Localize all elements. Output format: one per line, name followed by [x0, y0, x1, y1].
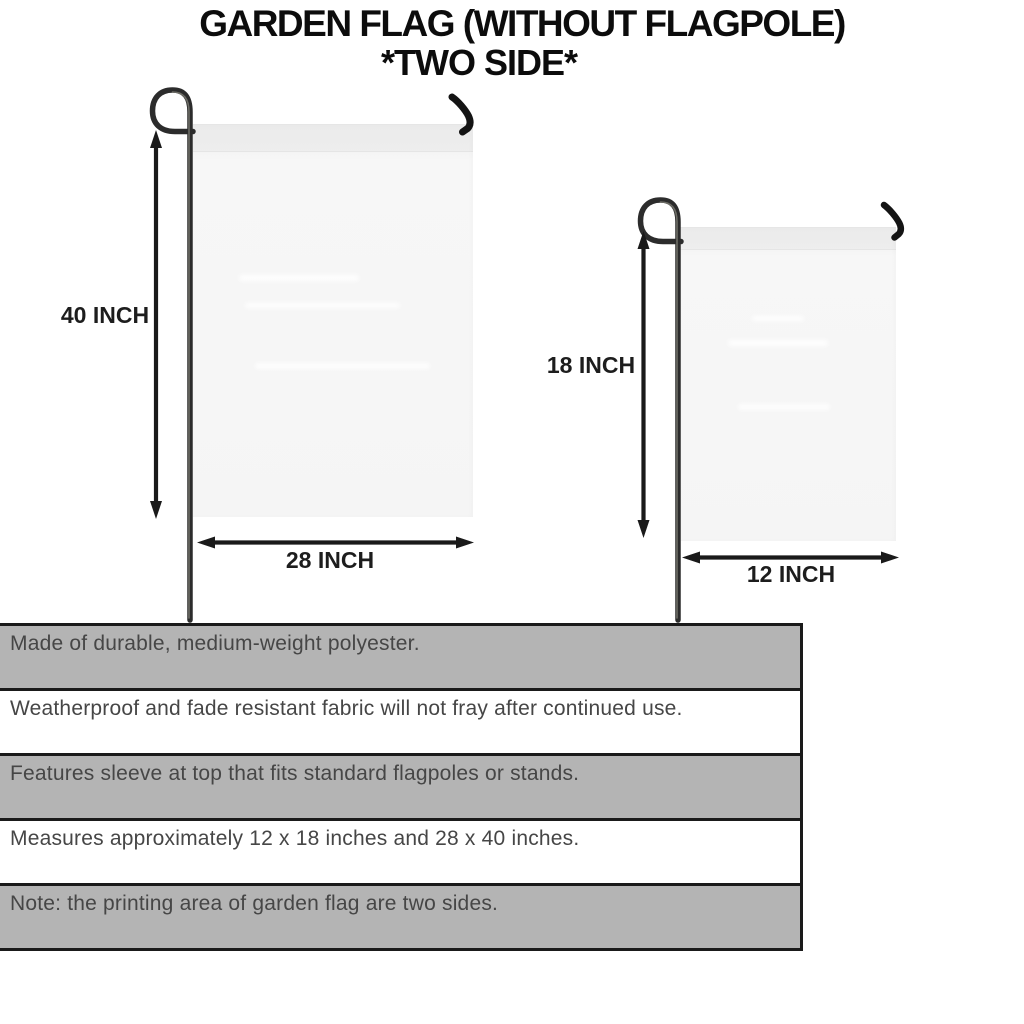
hanger-hook-large-icon: [452, 97, 470, 132]
header: [0, 4, 1024, 82]
flagpole-small: [641, 200, 682, 620]
height-arrow-small-icon: [638, 231, 650, 538]
feature-text: Measures approximately 12 x 18 inches and 28 x 40 inches.: [10, 827, 580, 850]
feature-text: Note: the printing area of garden flag are two sides.: [10, 892, 499, 915]
flagpole-large: [153, 90, 194, 620]
feature-row: [0, 756, 800, 821]
height-label-large: 40 INCH: [60, 302, 150, 328]
feature-row: [0, 626, 800, 691]
feature-row: [0, 691, 800, 756]
features-table: [0, 623, 803, 951]
feature-row: [0, 886, 800, 948]
page-title: GARDEN FLAG (WITHOUT FLAGPOLE): [199, 3, 845, 44]
height-label-small: 18 INCH: [546, 352, 636, 378]
feature-text: Made of durable, medium-weight polyester.: [10, 632, 420, 655]
hanger-hook-small-icon: [884, 205, 901, 238]
feature-text: Weatherproof and fade resistant fabric will not fray after continued use.: [10, 697, 683, 720]
feature-text: Features sleeve at top that fits standard flagpoles or stands.: [10, 762, 580, 785]
width-label-small: 12 INCH: [746, 561, 836, 587]
feature-row: [0, 821, 800, 886]
width-label-large: 28 INCH: [285, 547, 375, 573]
page-subtitle: *TWO SIDE*: [380, 42, 577, 83]
